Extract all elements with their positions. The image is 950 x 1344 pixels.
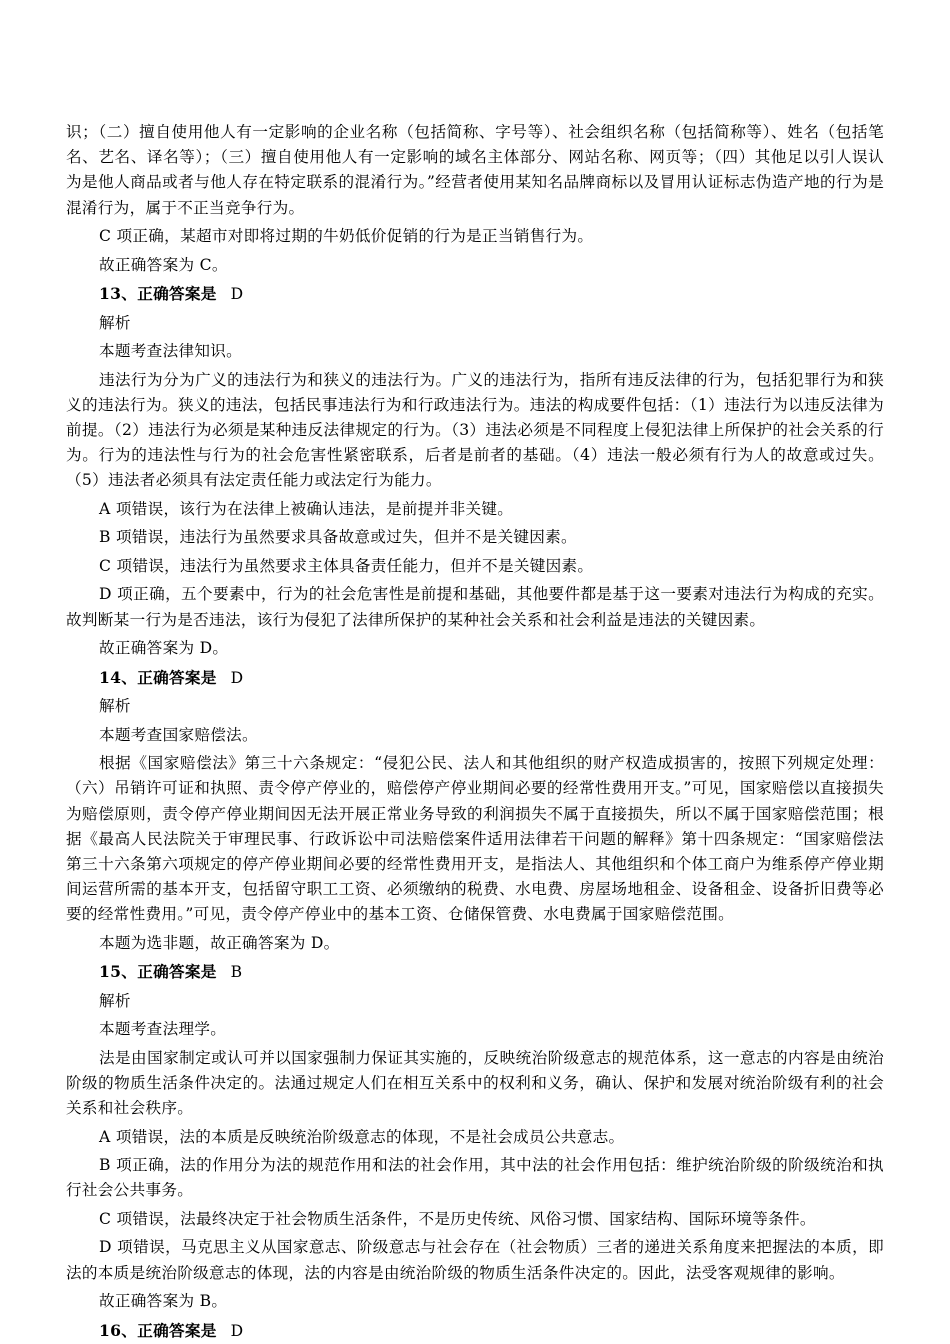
q13-option-d: D 项正确，五个要素中，行为的社会危害性是前提和基础，其他要件都是基于这一要素对违法行为构成的充实。故判断某一行为是否违法，该行为侵犯了法律所保护的某种社会关系和社会利益是违法的关键因素。 (66, 585, 884, 629)
q13-analysis-label: 解析 (99, 313, 131, 332)
q14-answer: D (230, 668, 244, 687)
q13-topic: 本题考查法律知识。 (99, 342, 243, 361)
q15-heading-label: 15、正确答案是 (99, 962, 217, 982)
q15-option-a: A 项错误，法的本质是反映统治阶级意志的体现，不是社会成员公共意志。 (99, 1127, 625, 1146)
q13-conclusion: 故正确答案为 D。 (99, 639, 229, 658)
q16-heading (99, 1318, 884, 1344)
q12-option-c: C 项正确，某超市对即将过期的牛奶低价促销的行为是正当销售行为。 (99, 227, 594, 246)
q15-analysis-label: 解析 (99, 991, 131, 1010)
q15-heading (99, 959, 884, 985)
q15-topic: 本题考查法理学。 (99, 1020, 227, 1039)
q13-heading-label: 13、正确答案是 (99, 284, 217, 304)
q15-conclusion: 故正确答案为 B。 (99, 1292, 228, 1311)
q14-analysis-label: 解析 (99, 697, 131, 716)
q14-body: 根据《国家赔偿法》第三十六条规定：“侵犯公民、法人和其他组织的财产权造成损害的，按照下列规定处理：（六）吊销许可证和执照、责令停产停业的，赔偿停产停业期间必要的经常性费用开支。”可见，国家赔偿以直接损失为赔偿原则，责令停产停业期间因无法开展正常业务导致的利润损失不属于直接损失，所以不属于国家赔偿范围；根据《最高人民法院关于审理民事、行政诉讼中司法赔偿案件适用法律若干问题的解释》第十四条规定：“国家赔偿法第三十六条第六项规定的停产停业期间必要的经常性费用开支，是指法人、其他组织和个体工商户为维系停产停业期间运营所需的基本开支，包括留守职工工资、必须缴纳的税费、水电费、房屋场地租金、设备租金、设备折旧费等必要的经常性费用。”可见，责令停产停业中的基本工资、仓储保管费、水电费属于国家赔偿范围。 (66, 754, 884, 924)
q14-heading-label: 14、正确答案是 (99, 667, 217, 687)
q15-option-b: B 项正确，法的作用分为法的规范作用和法的社会作用，其中法的社会作用包括：维护统治阶级的阶级统治和执行社会公共事务。 (66, 1156, 884, 1200)
q13-option-c: C 项错误，违法行为虽然要求主体具备责任能力，但并不是关键因素。 (99, 556, 594, 575)
q15-option-d: D 项错误，马克思主义从国家意志、阶级意志与社会存在（社会物质）三者的递进关系角度来把握法的本质，即法的本质是统治阶级意志的体现，法的内容是由统治阶级的物质生活条件决定的。因此，法受客观规律的影响。 (66, 1238, 884, 1282)
q12-conclusion: 故正确答案为 C。 (99, 255, 228, 274)
q13-option-b: B 项错误，违法行为虽然要求具备故意或过失，但并不是关键因素。 (99, 528, 577, 547)
q15-answer: B (230, 963, 243, 982)
q13-body: 违法行为分为广义的违法行为和狭义的违法行为。广义的违法行为，指所有违反法律的行为，包括犯罪行为和狭义的违法行为。狭义的违法，包括民事违法行为和行政违法行为。违法的构成要件包括：（1）违法行为以违反法律为前提。（2）违法行为必须是某种违反法律规定的行为。（3）违法必须是不同程度上侵犯法律上所保护的社会关系的行为。行为的违法性与行为的社会危害性紧密联系，后者是前者的基础。（4）违法一般必须有行为人的故意或过失。（5）违法者必须具有法定责任能力或法定行为能力。 (66, 370, 884, 490)
q12-continuation: 识；（二）擅自使用他人有一定影响的企业名称（包括简称、字号等）、社会组织名称（包括简称等）、姓名（包括笔名、艺名、译名等）；（三）擅自使用他人有一定影响的域名主体部分、网站名称、网页等；（四）其他足以引人误认为是他人商品或者与他人存在特定联系的混淆行为。”经营者使用某知名品牌商标以及冒用认证标志伪造产地的行为是混淆行为，属于不正当竞争行为。 (66, 123, 884, 217)
q13-option-a: A 项错误，该行为在法律上被确认违法，是前提并非关键。 (99, 499, 514, 518)
q13-heading (99, 281, 884, 307)
q14-heading (99, 665, 884, 691)
q14-topic: 本题考查国家赔偿法。 (99, 725, 258, 744)
q16-answer: D (230, 1321, 244, 1340)
q15-option-c: C 项错误，法最终决定于社会物质生活条件，不是历史传统、风俗习惯、国家结构、国际环境等条件。 (99, 1209, 816, 1228)
q16-heading-label: 16、正确答案是 (99, 1320, 217, 1340)
q13-answer: D (230, 285, 244, 304)
q15-body: 法是由国家制定或认可并以国家强制力保证其实施的，反映统治阶级意志的规范体系，这一意志的内容是由统治阶级的物质生活条件决定的。法通过规定人们在相互关系中的权利和义务，确认、保护和发展对统治阶级有利的社会关系和社会秩序。 (66, 1048, 884, 1118)
q14-conclusion: 本题为选非题，故正确答案为 D。 (99, 933, 340, 952)
